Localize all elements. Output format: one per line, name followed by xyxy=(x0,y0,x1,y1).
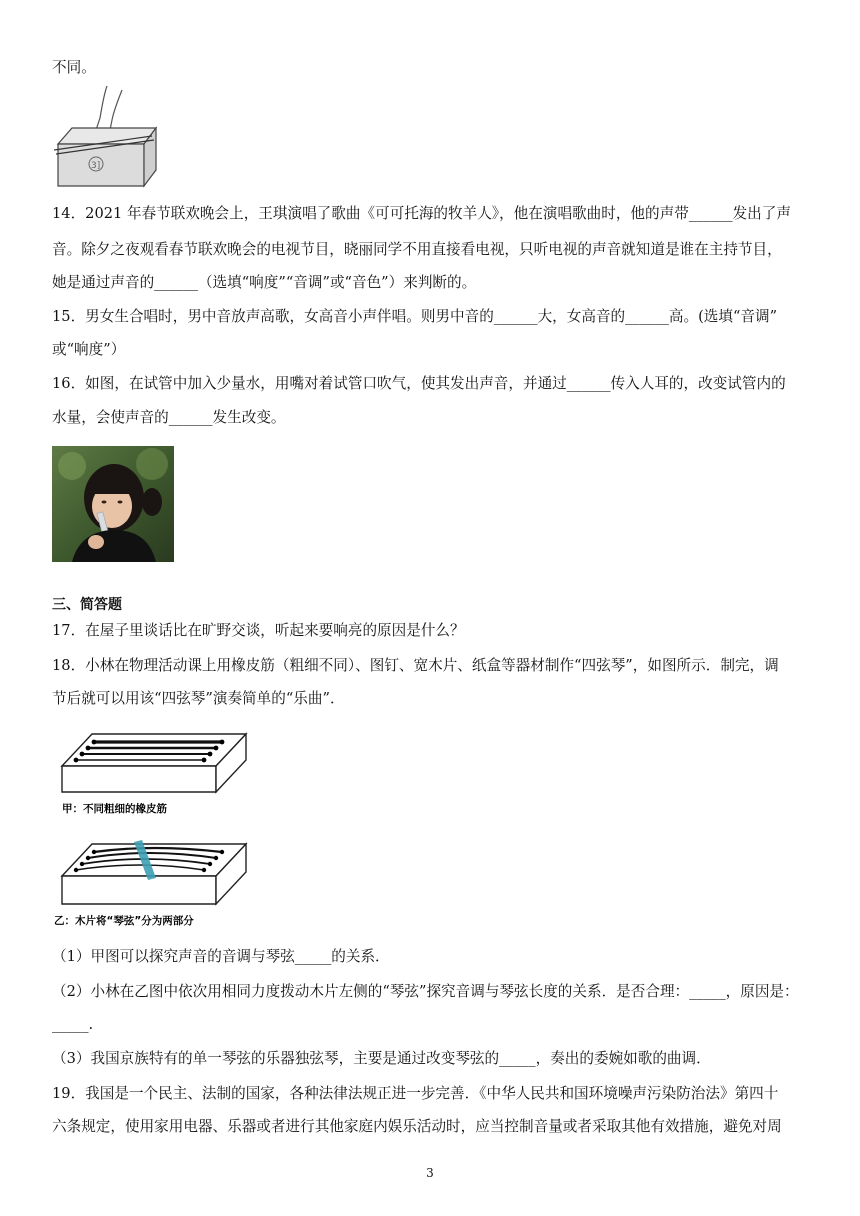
question-18-sub-2-line-1: （2）小林在乙图中依次用相同力度拨动木片左侧的“琴弦”探究音调与琴弦长度的关系．是否合理：_____，原因是： xyxy=(52,983,799,1000)
question-19-line-1: 19．我国是一个民主、法制的国家，各种法律法规正进一步完善．《中华人民共和国环境噪声污染防治法》第四十 xyxy=(52,1085,779,1102)
caption-jia: 甲：不同粗细的橡皮筋 xyxy=(62,803,167,815)
girl-blowing-test-tube-photo xyxy=(52,446,174,562)
question-18-sub-1: （1）甲图可以探究声音的音调与琴弦_____的关系． xyxy=(52,948,390,965)
four-string-box-figure-yi xyxy=(52,826,252,930)
question-16-line-1: 16．如图，在试管中加入少量水，用嘴对着试管口吹气，使其发出声音，并通过______传入人耳的，改变试管内的 xyxy=(52,375,786,392)
caption-yi: 乙：木片将“琴弦”分为两部分 xyxy=(54,915,194,927)
box-label: 3] xyxy=(91,161,101,171)
question-18-line-2: 节后就可以用该“四弦琴”演奏简单的“乐曲”． xyxy=(52,690,345,707)
section-3-heading: 三、简答题 xyxy=(52,597,122,613)
rubber-band-box-figure xyxy=(52,84,160,190)
question-16-line-2: 水量，会使声音的______发生改变。 xyxy=(52,409,286,426)
question-15-line-1: 15．男女生合唱时，男中音放声高歌，女高音小声伴唱。则男中音的______大，女高音的______高。(选填“音调” xyxy=(52,308,778,325)
page-number: 3 xyxy=(426,1166,434,1180)
question-14-line-1: 14．2021 年春节联欢晚会上，王琪演唱了歌曲《可可托海的牧羊人》，他在演唱歌曲时，他的声带______发出了声 xyxy=(52,205,791,222)
question-19-line-2: 六条规定，使用家用电器、乐器或者进行其他家庭内娱乐活动时，应当控制音量或者采取其他有效措施，避免对周 xyxy=(52,1118,782,1135)
question-18-line-1: 18．小林在物理活动课上用橡皮筋（粗细不同）、图钉、宽木片、纸盒等器材制作“四弦琴”，如图所示．制完，调 xyxy=(52,657,779,674)
question-14-line-3: 她是通过声音的______（选填“响度”“音调”或“音色”）来判断的。 xyxy=(52,274,477,291)
question-14-line-2: 音。除夕之夜观看春节联欢晚会的电视节目，晓丽同学不用直接看电视，只听电视的声音就知道是谁在主持节目， xyxy=(52,241,782,258)
question-18-sub-2-line-2: _____. xyxy=(52,1016,94,1033)
question-18-sub-3: （3）我国京族特有的单一琴弦的乐器独弦琴，主要是通过改变琴弦的_____，奏出的委婉如歌的曲调． xyxy=(52,1050,711,1067)
question-15-line-2: 或“响度”） xyxy=(52,341,126,358)
question-17: 17．在屋子里谈话比在旷野交谈，听起来要响亮的原因是什么？ xyxy=(52,622,465,639)
text-line: 不同。 xyxy=(52,59,96,76)
four-string-box-figure-jia xyxy=(52,728,252,820)
